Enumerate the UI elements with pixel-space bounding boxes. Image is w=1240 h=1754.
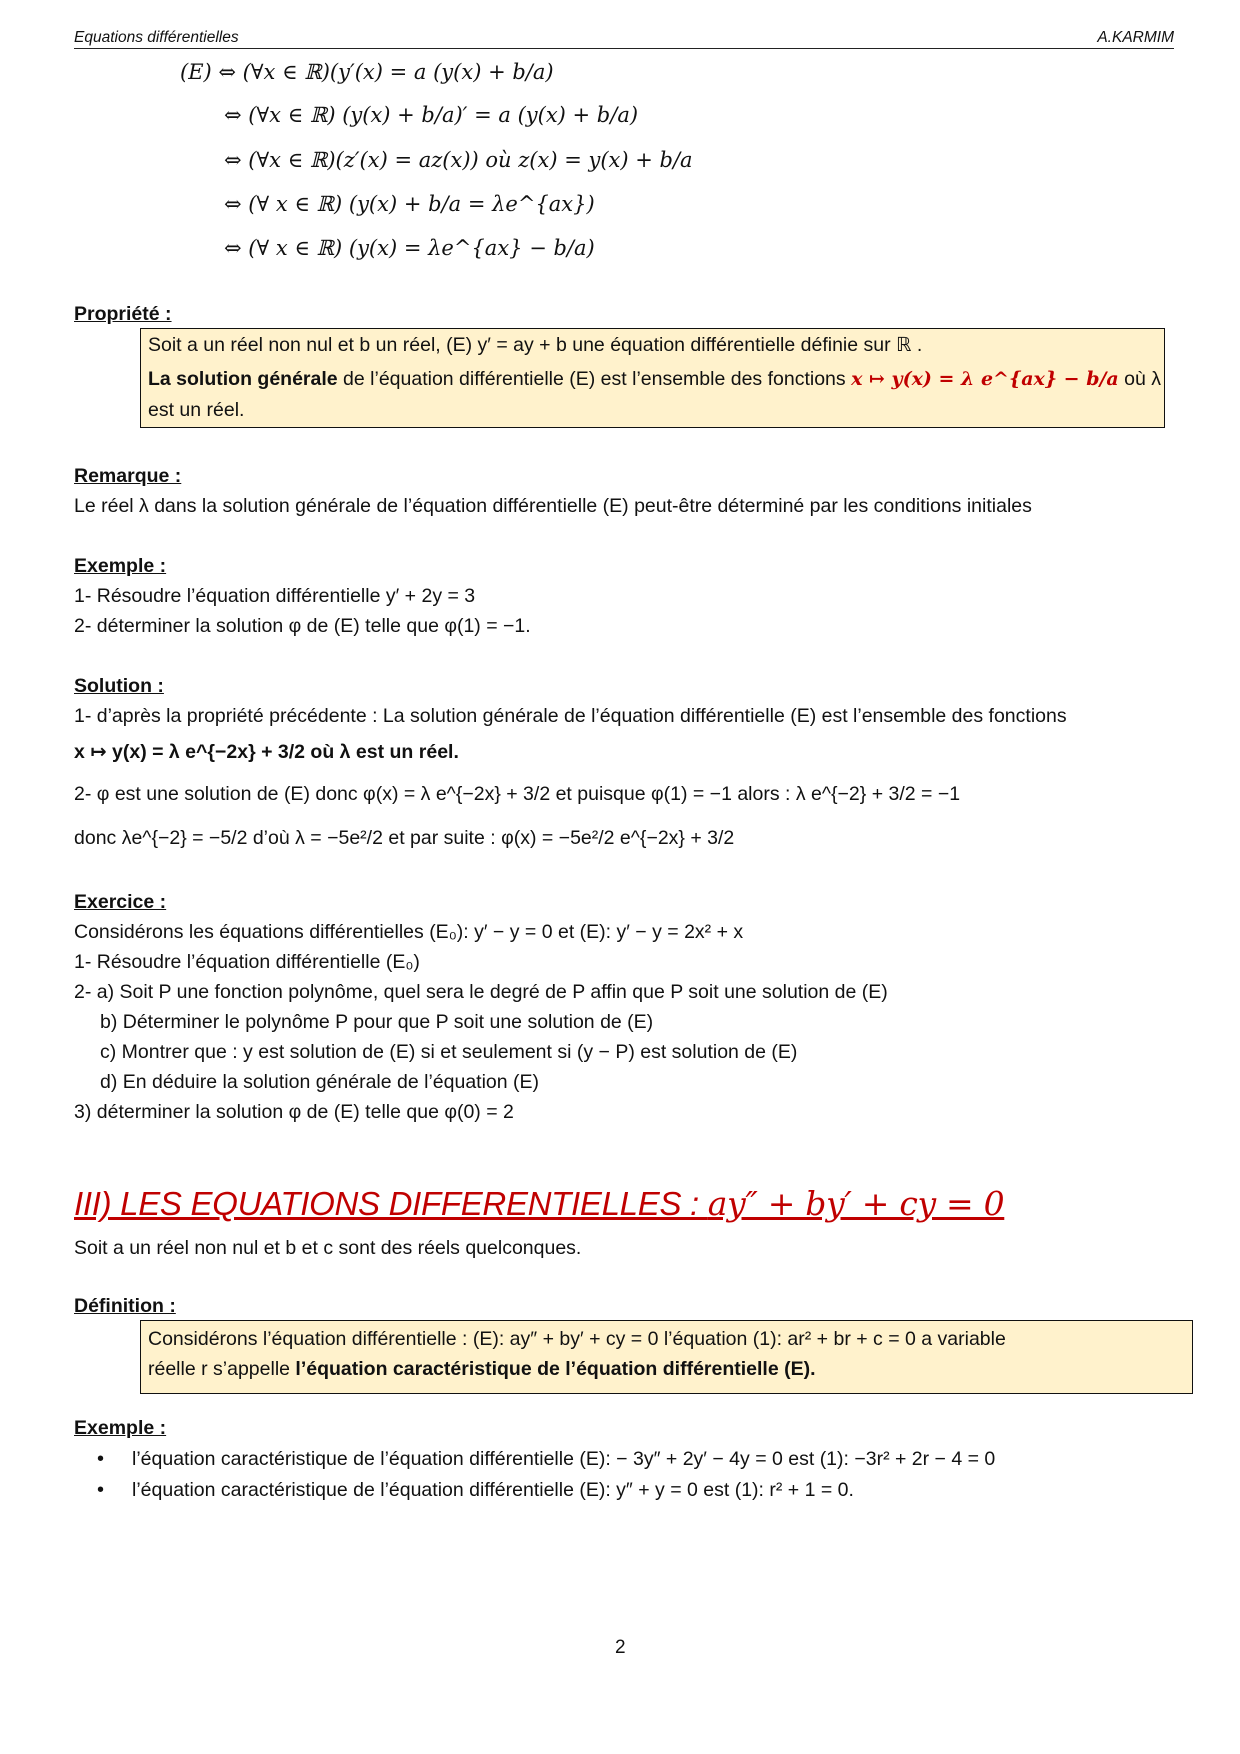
- propriete-title: Propriété :: [74, 303, 172, 325]
- propriete-box: [140, 328, 1165, 428]
- equation-line-4: ⇔ (∀ x ∈ ℝ) (y(x) + b/a = λe^{ax}): [224, 192, 595, 216]
- exercice-line-7: 3) déterminer la solution φ de (E) telle que φ(0) = 2: [74, 1101, 514, 1123]
- definition-bold: l’équation caractéristique de l’équation différentielle (E).: [295, 1358, 816, 1380]
- section3-formula: ay″ + by′ + cy = 0: [707, 1184, 1005, 1223]
- definition-line-2: [148, 1355, 816, 1383]
- exemple2-bullet-1: l’équation caractéristique de l’équation différentielle (E): − 3y″ + 2y′ − 4y = 0 est (1): −3r² + 2r − 4 = 0: [132, 1448, 996, 1470]
- exemple1-item-2: 2- déterminer la solution φ de (E) telle que φ(1) = −1.: [74, 615, 531, 637]
- definition-title: Définition :: [74, 1295, 176, 1317]
- propriete-line-2: [148, 365, 1161, 393]
- exercice-line-2: 1- Résoudre l’équation différentielle (E₀): [74, 951, 420, 973]
- bullet-icon: •: [97, 1448, 105, 1470]
- solution-line-2: x ↦ y(x) = λ e^{−2x} + 3/2 où λ est un réel.: [74, 741, 459, 763]
- equation-line-5: ⇔ (∀ x ∈ ℝ) (y(x) = λe^{ax} − b/a): [224, 236, 595, 260]
- exemple2-title: Exemple :: [74, 1417, 167, 1439]
- solution-line-1: 1- d’après la propriété précédente : La solution générale de l’équation différentielle (E) est l’ensemble des fonctions: [74, 705, 1067, 727]
- section3-heading: [74, 1182, 1004, 1226]
- equation-line-3: ⇔ (∀x ∈ ℝ)(z′(x) = az(x)) où z(x) = y(x) + b/a: [224, 148, 693, 172]
- solution-line-4: donc λe^{−2} = −5/2 d’où λ = −5e²/2 et par suite : φ(x) = −5e²/2 e^{−2x} + 3/2: [74, 827, 735, 849]
- exercice-line-4: b) Déterminer le polynôme P pour que P soit une solution de (E): [100, 1011, 654, 1033]
- propriete-bold: La solution générale: [148, 368, 338, 390]
- solution-title: Solution :: [74, 675, 164, 697]
- exercice-line-5: c) Montrer que : y est solution de (E) si et seulement si (y − P) est solution de (E): [100, 1041, 798, 1063]
- exemple1-title: Exemple :: [74, 555, 167, 577]
- remarque-text: Le réel λ dans la solution générale de l’équation différentielle (E) peut-être déterminé par les conditions initiales: [74, 495, 1032, 517]
- propriete-line-3: est un réel.: [148, 399, 245, 421]
- header-right: A.KARMIM: [1097, 29, 1174, 46]
- equation-line-1: (E) ⇔ (∀x ∈ ℝ)(y′(x) = a (y(x) + b/a): [180, 60, 554, 84]
- equation-line-2: ⇔ (∀x ∈ ℝ) (y(x) + b/a)′ = a (y(x) + b/a): [224, 103, 639, 127]
- propriete-line-1: Soit a un réel non nul et b un réel, (E) y′ = ay + b une équation différentielle définie sur ℝ .: [148, 334, 923, 356]
- propriete-end: où λ: [1118, 368, 1162, 390]
- exercice-line-6: d) En déduire la solution générale de l’équation (E): [100, 1071, 540, 1093]
- section3-intro: Soit a un réel non nul et b et c sont des réels quelconques.: [74, 1237, 582, 1259]
- exercice-line-3: 2- a) Soit P une fonction polynôme, quel sera le degré de P affin que P soit une solution de (E): [74, 981, 888, 1003]
- remarque-title: Remarque :: [74, 465, 182, 487]
- exercice-title: Exercice :: [74, 891, 167, 913]
- exemple1-item-1: 1- Résoudre l’équation différentielle y′ + 2y = 3: [74, 585, 476, 607]
- exercice-line-1: Considérons les équations différentielles (E₀): y′ − y = 0 et (E): y′ − y = 2x² + x: [74, 921, 744, 943]
- definition-line-1: Considérons l’équation différentielle : (E): ay″ + by′ + cy = 0 l’équation (1): ar² + br + c = 0 a variable: [148, 1328, 1006, 1350]
- propriete-formula: x ↦ y(x) = λ e^{ax} − b/a: [851, 368, 1119, 390]
- header-rule: [74, 48, 1174, 49]
- page-number: 2: [615, 1637, 626, 1658]
- definition-text: réelle r s’appelle: [148, 1358, 296, 1380]
- bullet-icon: •: [97, 1479, 105, 1501]
- exemple2-bullet-2: l’équation caractéristique de l’équation différentielle (E): y″ + y = 0 est (1): r² + 1 = 0.: [132, 1479, 854, 1501]
- header-left: Equations différentielles: [74, 29, 239, 46]
- propriete-text: de l’équation différentielle (E) est l’ensemble des fonctions: [337, 368, 852, 390]
- section3-title: III) LES EQUATIONS DIFFERENTIELLES :: [74, 1185, 708, 1222]
- solution-line-3: 2- φ est une solution de (E) donc φ(x) = λ e^{−2x} + 3/2 et puisque φ(1) = −1 alors : λ e^{−2} + 3/2 = −1: [74, 783, 961, 805]
- definition-box: [140, 1320, 1193, 1394]
